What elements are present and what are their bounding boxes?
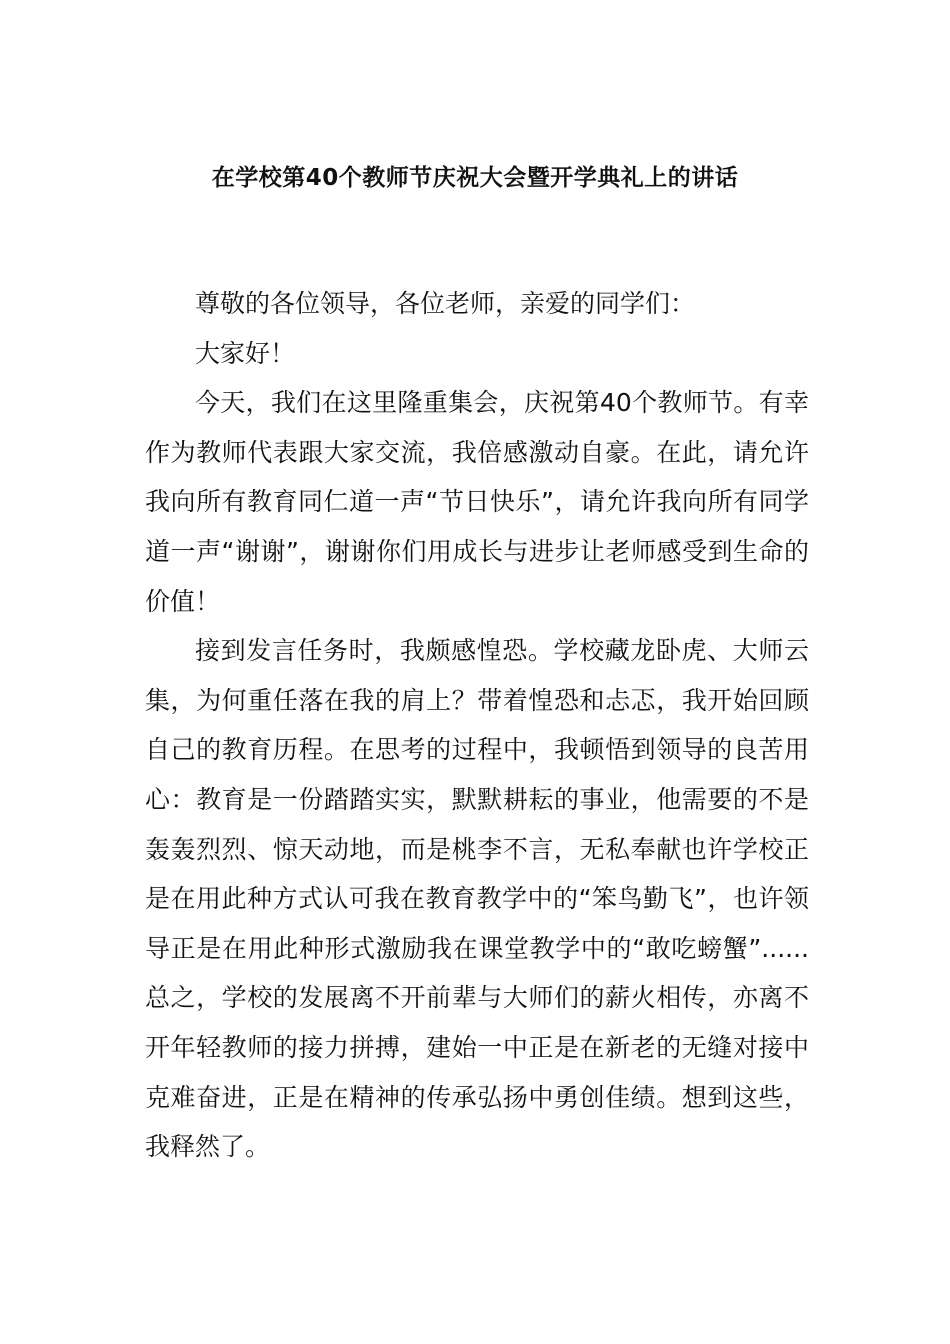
body-paragraph-1: 今天，我们在这里隆重集会，庆祝第40个教师节。有幸作为教师代表跟大家交流，我倍感激动自豪。在此，请允许我向所有教育同仁道一声“节日快乐”，请允许我向所有同学道一声“谢谢”，谢谢你们用成长与进步让老师感受到生命的价值！	[145, 388, 809, 616]
body-paragraph-2: 接到发言任务时，我颇感惶恐。学校藏龙卧虎、大师云集，为何重任落在我的肩上？带着惶恐和忐忑，我开始回顾自己的教育历程。在思考的过程中，我顿悟到领导的良苦用心：教育是一份踏踏实实，默默耕耘的事业，他需要的不是轰轰烈烈、惊天动地，而是桃李不言，无私奉献也许学校正是在用此种方式认可我在教育教学中的“笨鸟勤飞”，也许领导正是在用此种形式激励我在课堂教学中的“敢吃螃蟹”......总之，学校的发展离不开前辈与大师们的薪火相传，亦离不开年轻教师的接力拼搏，建始一中正是在新老的无缝对接中克难奋进，正是在精神的传承弘扬中勇创佳绩。想到这些，我释然了。	[145, 636, 809, 1162]
document-title: 在学校第40个教师节庆祝大会暨开学典礼上的讲话	[211, 165, 739, 191]
greeting-paragraph: 大家好！	[195, 338, 296, 368]
document-body	[145, 279, 809, 1172]
salutation-paragraph: 尊敬的各位领导，各位老师，亲爱的同学们：	[195, 289, 696, 318]
